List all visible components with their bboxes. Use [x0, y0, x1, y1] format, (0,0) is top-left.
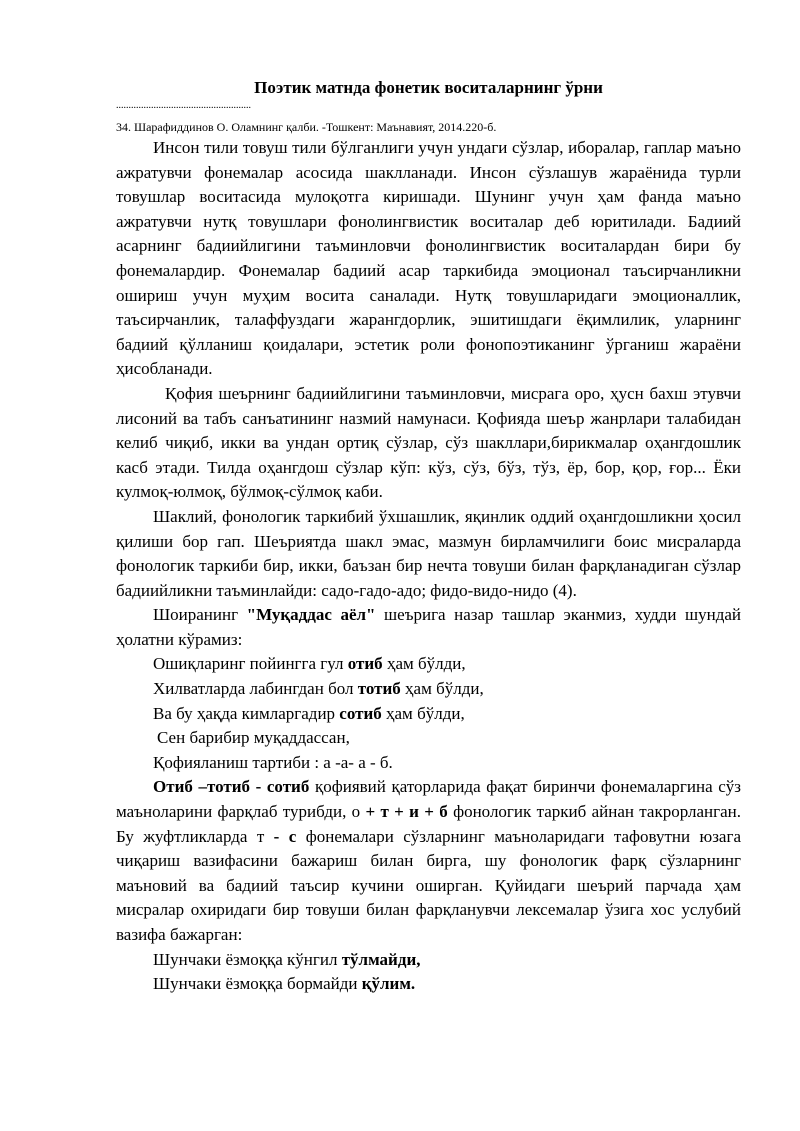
paragraph-4-text-a: Шоиранинг [153, 605, 247, 625]
rhyme-scheme: Қофияланиш тартиби : а -а- а - б. [153, 752, 393, 772]
paragraph-4 [116, 603, 741, 652]
rhyme-word: қўлим. [361, 974, 416, 994]
footnote: 34. Шарафиддинов О. Оламнинг қалби. -Тошкент: Маънавият, 2014.220-б. [116, 120, 497, 134]
phoneme-formula: + т + и + б [365, 802, 448, 822]
phoneme-pair: - с [273, 826, 297, 846]
poem-line: Шунчаки ёзмоққа кўнгил тўлмайди, [153, 949, 421, 969]
poem-title: "Муқаддас аёл" [246, 605, 376, 625]
paragraph-3: Шаклий, фонологик таркибий ўхшашлик, яқинлик оддий оҳангдошликни ҳосил қилиши бор гап. Шеъриятда шакл эмас, мазмун бирламчилиги боис мисраларда фонологик таркиби бир, икки, баъзан бир нечта товуши билан фарқланадиган сўзлар бадиийликни таъминлайди: садо-гадо-адо; фидо-видо-нидо (4). [116, 506, 741, 600]
rhyme-word: отиб [347, 654, 383, 674]
poem-line: Ошиқларинг пойингга гул отиб ҳам бўлди, [153, 654, 466, 674]
footnote-separator: ...................................................... [116, 100, 251, 111]
body-text [116, 136, 741, 997]
poem-line: Хилватларда лабингдан бол тотиб ҳам бўлди, [153, 679, 484, 699]
poem-line: Шунчаки ёзмоққа бормайди қўлим. [153, 974, 416, 994]
rhyme-word: тотиб [357, 679, 401, 699]
rhyme-words: Отиб –тотиб - сотиб [153, 777, 310, 797]
page-title: Поэтик матнда фонетик воситаларнинг ўрни [254, 78, 603, 97]
paragraph-4-text-c: шеърига назар ташлар эканмиз, худди шундай ҳолатни кўрамиз: [116, 605, 741, 649]
rhyme-word: тўлмайди, [341, 949, 421, 969]
paragraph-2: Қофия шеърнинг бадиийлигини таъминловчи, мисрага оро, ҳусн бахш этувчи лисоний ва табъ санъатининг назмий намунаси. Қофияда шеър жанрлари талабидан келиб чиқиб, икки ва ундан ортиқ сўзлар, сўз шакллари,бирикмалар оҳангдошлик касб этади. Тилда оҳангдош сўзлар кўп: кўз, сўз, бўз, тўз, ёр, бор, қор, ғор... Ёки кулмоқ-юлмоқ, бўлмоқ-сўлмоқ каби. [116, 383, 741, 502]
rhyme-word: сотиб [339, 703, 382, 723]
poem-line: Ва бу ҳақда кимларгадир сотиб ҳам бўлди, [153, 703, 465, 723]
paragraph-1: Инсон тили товуш тили бўлганлиги учун ундаги сўзлар, иборалар, гаплар маъно ажратувчи фонемалар асосида шаклланади. Инсон сўзлашув жараёнида турли товушлар воситасида мулоқотга киришади. Шунинг учун ҳам фанда маъно ажратувчи нутқ товушлари фонолингвистик воситалар деб юритилади. Бадиий асарнинг бадиийлигини таъминловчи фонолингвистик воситалардан бири бу фонемалардир. Фонемалар бадиий асар таркибида эмоционал таъсирчанликни ошириш учун муҳим восита саналади. Нутқ товушларидаги эмоционаллик, таъсирчанлик, талаффуздаги жарангдорлик, эшитишдаги ёқимлилик, уларнинг бадиий қўлланиш қоидалари, эстетик роли фонопоэтиканинг ўрганиш жараёни ҳисобланади. [116, 138, 741, 379]
paragraph-5: Отиб –тотиб - сотиб қофиявий қаторларида фақат биринчи фонемаларгина сўз маъноларини фарқлаб турибди, о + т + и + б фонологик таркиб айнан такрорланган. Бу жуфтликларда т - с фонемалари сўзларнинг маъноларидаги тафовутни юзага чиқариш вазифасини бажариш билан бирга, шу фонологик фарқ сўзларнинг маъновий ва бадиий таъсир кучини оширган. Қуйидаги шеърий парчада ҳам мисралар охиридаги бир товуши билан фарқланувчи лексемалар ўзига хос услубий вазифа бажарган: [116, 777, 741, 944]
poem-line: Сен барибир муқаддассан, [157, 728, 350, 748]
